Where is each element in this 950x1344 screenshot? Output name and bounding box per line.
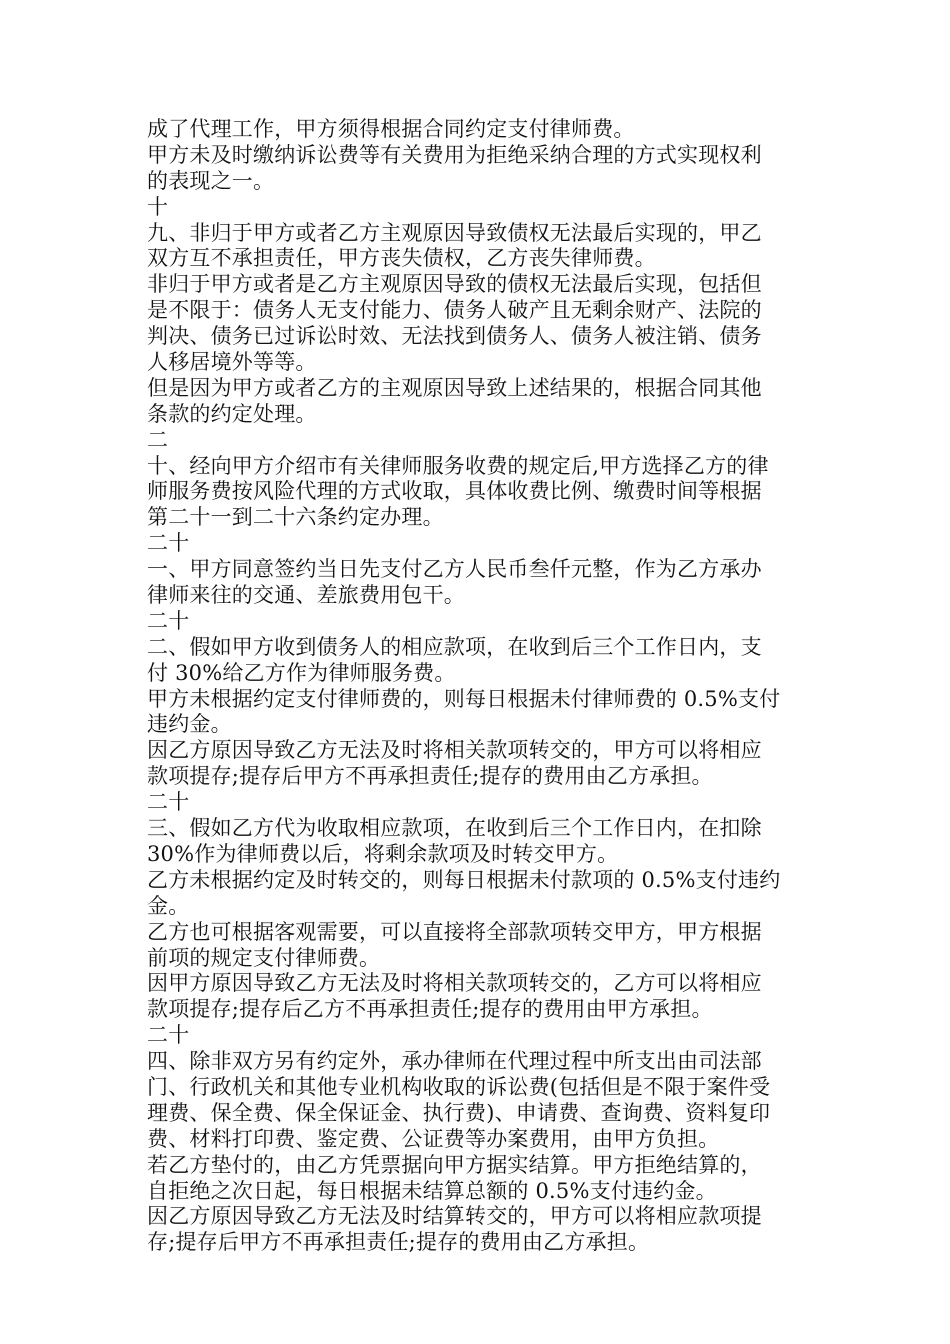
text-line: 二十 xyxy=(147,608,190,633)
text-line: 师服务费按风险代理的方式收取，具体收费比例、缴费时间等根据 xyxy=(147,479,762,504)
document-body xyxy=(147,117,817,1256)
text-line: 九、非归于甲方或者乙方主观原因导致债权无法最后实现的，甲乙 xyxy=(147,220,762,245)
text-line: 律师来往的交通、差旅费用包干。 xyxy=(147,583,465,608)
text-line: 四、除非双方另有约定外，承办律师在代理过程中所支出由司法部 xyxy=(147,1049,762,1074)
text-line: 前项的规定支付律师费。 xyxy=(147,945,381,970)
text-line: 二十 xyxy=(147,1023,190,1048)
text-line: 但是因为甲方或者乙方的主观原因导致上述结果的，根据合同其他 xyxy=(147,375,762,400)
text-line: 条款的约定处理。 xyxy=(147,401,317,426)
text-line: 三、假如乙方代为收取相应款项，在收到后三个工作日内，在扣除 xyxy=(147,816,762,841)
text-line: 30%作为律师费以后，将剩余款项及时转交甲方。 xyxy=(147,841,619,866)
text-line: 款项提存;提存后甲方不再承担责任;提存的费用由乙方承担。 xyxy=(147,764,713,789)
text-line: 人移居境外等等。 xyxy=(147,350,317,375)
text-line: 金。 xyxy=(147,893,190,918)
text-line: 款项提存;提存后乙方不再承担责任;提存的费用由甲方承担。 xyxy=(147,997,713,1022)
text-line: 判决、债务已过诉讼时效、无法找到债务人、债务人被注销、债务 xyxy=(147,324,762,349)
text-line: 门、行政机关和其他专业机构收取的诉讼费(包括但是不限于案件受 xyxy=(147,1074,771,1099)
text-line: 二、假如甲方收到债务人的相应款项，在收到后三个工作日内，支 xyxy=(147,634,762,659)
text-line: 理费、保全费、保全保证金、执行费)、申请费、查询费、资料复印 xyxy=(147,1100,771,1125)
text-line: 二十 xyxy=(147,790,190,815)
text-line: 因甲方原因导致乙方无法及时将相关款项转交的，乙方可以将相应 xyxy=(147,971,762,996)
text-line: 二 xyxy=(147,427,169,452)
text-line: 存;提存后甲方不再承担责任;提存的费用由乙方承担。 xyxy=(147,1230,650,1255)
text-line: 甲方未及时缴纳诉讼费等有关费用为拒绝采纳合理的方式实现权利 xyxy=(147,142,762,167)
text-line: 因乙方原因导致乙方无法及时结算转交的，甲方可以将相应款项提 xyxy=(147,1204,762,1229)
text-line: 是不限于：债务人无支付能力、债务人破产且无剩余财产、法院的 xyxy=(147,298,762,323)
text-line: 自拒绝之次日起，每日根据未结算总额的 0.5%支付违约金。 xyxy=(147,1178,717,1203)
text-line: 第二十一到二十六条约定办理。 xyxy=(147,505,444,530)
text-line: 费、材料打印费、鉴定费、公证费等办案费用，由甲方负担。 xyxy=(147,1126,720,1151)
text-line: 十 xyxy=(147,194,169,219)
text-line: 因乙方原因导致乙方无法及时将相关款项转交的，甲方可以将相应 xyxy=(147,738,762,763)
text-line: 违约金。 xyxy=(147,712,232,737)
text-line: 乙方未根据约定及时转交的，则每日根据未付款项的 0.5%支付违约 xyxy=(147,867,781,892)
text-line: 一、甲方同意签约当日先支付乙方人民币叁仟元整，作为乙方承办 xyxy=(147,557,762,582)
text-line: 非归于甲方或者是乙方主观原因导致的债权无法最后实现，包括但 xyxy=(147,272,762,297)
text-line: 甲方未根据约定支付律师费的，则每日根据未付律师费的 0.5%支付 xyxy=(147,686,781,711)
text-line: 付 30%给乙方作为律师服务费。 xyxy=(147,660,456,685)
text-line: 的表现之一。 xyxy=(147,168,275,193)
text-line: 双方互不承担责任，甲方丧失债权，乙方丧失律师费。 xyxy=(147,246,656,271)
text-line: 乙方也可根据客观需要，可以直接将全部款项转交甲方，甲方根据 xyxy=(147,919,762,944)
text-line: 成了代理工作，甲方须得根据合同约定支付律师费。 xyxy=(147,117,635,141)
text-line: 二十 xyxy=(147,531,190,556)
text-line: 十、经向甲方介绍市有关律师服务收费的规定后,甲方选择乙方的律 xyxy=(147,453,769,478)
text-line: 若乙方垫付的，由乙方凭票据向甲方据实结算。甲方拒绝结算的， xyxy=(147,1152,762,1177)
